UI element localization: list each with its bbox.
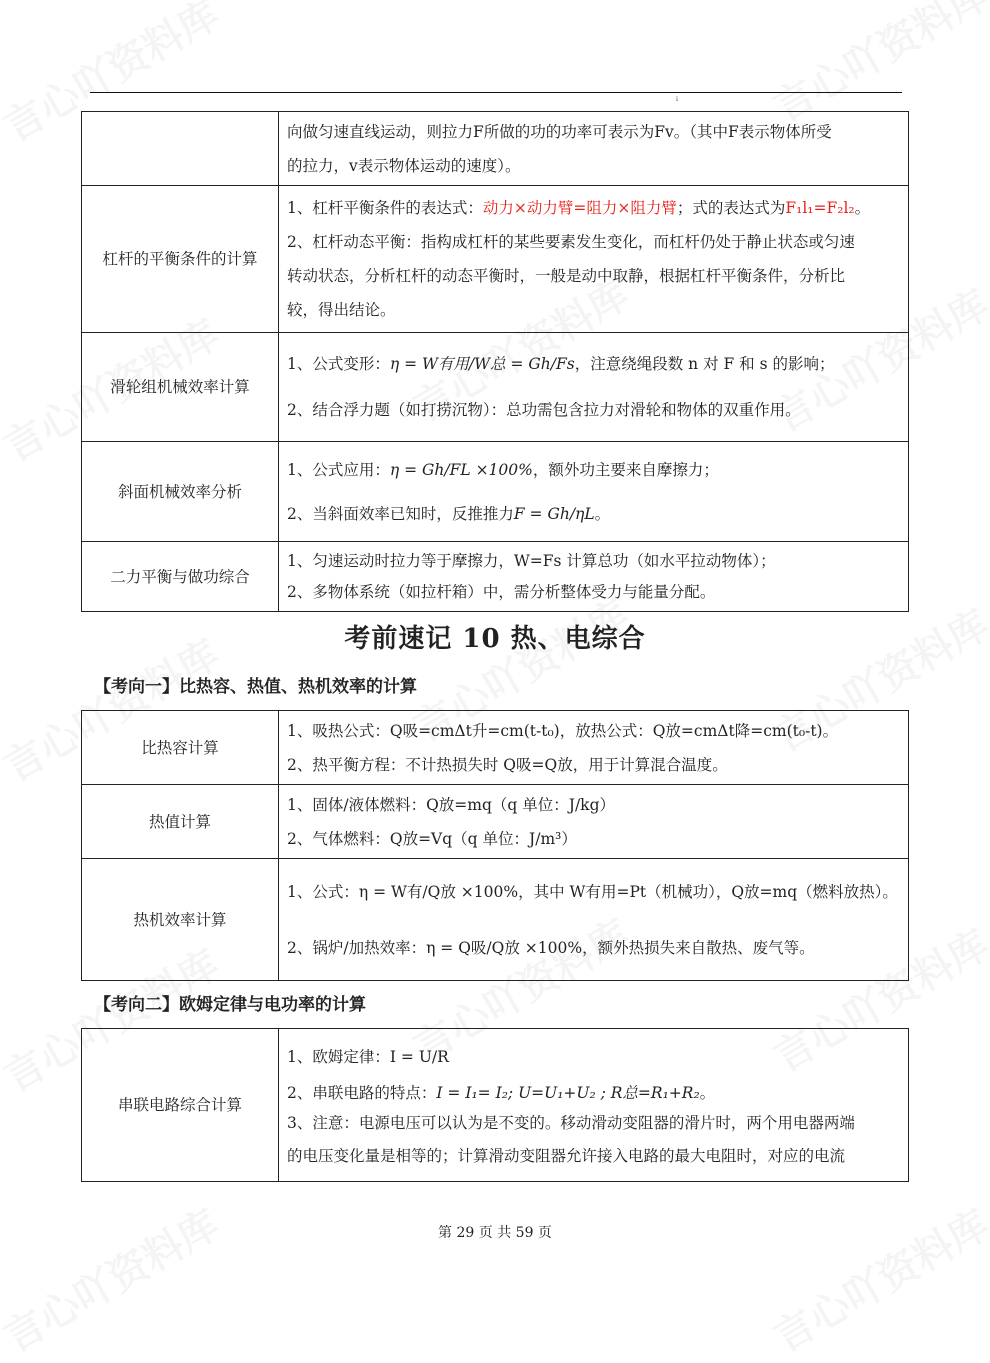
content-line: 向做匀速直线运动，则拉力F所做的功的功率可表示为Fv。（其中F表示物体所受 — [287, 122, 832, 141]
table-row — [82, 186, 909, 333]
table-row — [82, 112, 909, 186]
text: 。 — [699, 1084, 716, 1102]
text: 1、公式应用： — [287, 460, 390, 479]
content-line: 较，得出结论。 — [287, 301, 396, 319]
content-cell — [279, 859, 909, 981]
content-cell — [279, 442, 909, 542]
content-line: 3、注意：电源电压可以认为是不变的。移动滑动变阻器的滑片时，两个用电器两端 — [287, 1114, 855, 1132]
knowledge-table-mechanics — [81, 111, 909, 612]
content-cell — [279, 186, 909, 333]
topic-cell: 二力平衡与做功综合 — [82, 542, 279, 612]
content-cell — [279, 112, 909, 186]
content-cell — [279, 711, 909, 785]
content-cell — [279, 1029, 909, 1182]
text: ，其中 W有用=Pt（机械功），Q放=mq（燃料放热）。 — [518, 882, 898, 901]
text: 2、锅炉/加热效率： — [287, 938, 427, 957]
content-line: 1、固体/液体燃料：Q放=mq（q 单位：J/kg） — [287, 795, 615, 814]
formula-pulley-efficiency: η = W有用/W总 = Gh/Fs — [389, 355, 575, 373]
content-line: 2、热平衡方程：不计热损失时 Q吸=Q放，用于计算混合温度。 — [287, 755, 728, 774]
formula-engine-efficiency: η = W有/Q放 ×100% — [358, 882, 519, 901]
text: 。 — [854, 199, 871, 217]
knowledge-table-circuit — [81, 1028, 909, 1182]
content-line — [287, 1078, 898, 1108]
section-title: 考前速记 10 热、电综合 — [344, 624, 646, 654]
table-row — [82, 333, 909, 442]
topic-cell: 串联电路综合计算 — [82, 1029, 279, 1182]
content-line — [287, 191, 898, 225]
content-line — [287, 341, 898, 387]
content-line: 1、匀速运动时拉力等于摩擦力，W=Fs 计算总功（如水平拉动物体）； — [287, 551, 776, 570]
table-row — [82, 442, 909, 542]
content-cell — [279, 542, 909, 612]
formula-boiler-efficiency: η = Q吸/Q放 ×100% — [426, 938, 583, 957]
content-line — [287, 448, 898, 492]
content-cell — [279, 333, 909, 442]
table-row — [82, 542, 909, 612]
table-row — [82, 859, 909, 981]
header-rule — [90, 92, 902, 93]
text: ，额外功主要来自摩擦力； — [532, 460, 719, 479]
topic-cell: 热机效率计算 — [82, 859, 279, 981]
content-line: 2、多物体系统（如拉杆箱）中，需分析整体受力与能量分配。 — [287, 582, 716, 601]
formula-push-force: F = Gh/ηL — [513, 504, 595, 523]
formula-incline-efficiency: η = Gh/FL ×100% — [389, 460, 533, 479]
formula-series-circuit: I = I₁= I₂; U=U₁+U₂ ; R总=R₁+R₂ — [436, 1084, 700, 1102]
watermark — [762, 1194, 990, 1363]
content-line: 2、结合浮力题（如打捞沉物）：总功需包含拉力对滑轮和物体的双重作用。 — [287, 401, 801, 419]
text: ，额外热损失来自散热、废气等。 — [582, 938, 815, 957]
subsection-title: 【考向一】比热容、热值、热机效率的计算 — [94, 677, 417, 697]
highlight-text: 动力×动力臂=阻力×阻力臂 — [482, 199, 677, 217]
formula-ohms-law: I = U/R — [389, 1048, 449, 1066]
topic-cell: 杠杆的平衡条件的计算 — [82, 186, 279, 333]
content-line: 转动状态，分析杠杆的动态平衡时，一般是动中取静，根据杠杆平衡条件，分析比 — [287, 267, 846, 285]
text: 2、串联电路的特点： — [287, 1084, 437, 1102]
topic-cell — [82, 112, 279, 186]
subsection-title: 【考向二】欧姆定律与电功率的计算 — [94, 995, 366, 1015]
page-footer: 第 29 页 共 59 页 — [438, 1225, 552, 1241]
watermark — [0, 1194, 228, 1363]
content-line — [287, 492, 898, 536]
content-line: 的电压变化量是相等的；计算滑动变阻器允许接入电路的最大电阻时，对应的电流 — [287, 1147, 846, 1165]
topic-cell: 滑轮组机械效率计算 — [82, 333, 279, 442]
text: 2、当斜面效率已知时，反推推力 — [287, 504, 514, 523]
content-line — [287, 1036, 898, 1078]
text: ，注意绕绳段数 n 对 F 和 s 的影响； — [574, 355, 835, 373]
text: 1、公式变形： — [287, 355, 390, 373]
text: 1、杠杆平衡条件的表达式： — [287, 199, 483, 217]
text: 1、公式： — [287, 882, 359, 901]
topic-cell: 热值计算 — [82, 785, 279, 859]
lever-formula: F₁l₁=F₂l₂ — [785, 199, 855, 217]
table-row — [82, 1029, 909, 1182]
content-line: 2、杠杆动态平衡：指构成杠杆的某些要素发生变化，而杠杆仍处于静止状态或匀速 — [287, 233, 855, 251]
header-mark: i — [676, 96, 678, 103]
content-line: 的拉力，v表示物体运动的速度）。 — [287, 156, 521, 175]
text: ；式的表达式为 — [676, 199, 786, 217]
content-line — [287, 864, 898, 920]
table-row — [82, 711, 909, 785]
content-cell — [279, 785, 909, 859]
topic-cell: 比热容计算 — [82, 711, 279, 785]
text: 1、欧姆定律： — [287, 1048, 390, 1066]
content-line — [287, 920, 898, 976]
topic-cell: 斜面机械效率分析 — [82, 442, 279, 542]
text: 。 — [594, 504, 611, 523]
knowledge-table-heat — [81, 710, 909, 981]
content-line: 2、气体燃料：Q放=Vq（q 单位：J/m³） — [287, 829, 577, 848]
content-line: 1、吸热公式：Q吸=cmΔt升=cm(t-t₀)，放热公式：Q放=cmΔt降=cm(t₀-t)。 — [287, 721, 839, 740]
table-row — [82, 785, 909, 859]
